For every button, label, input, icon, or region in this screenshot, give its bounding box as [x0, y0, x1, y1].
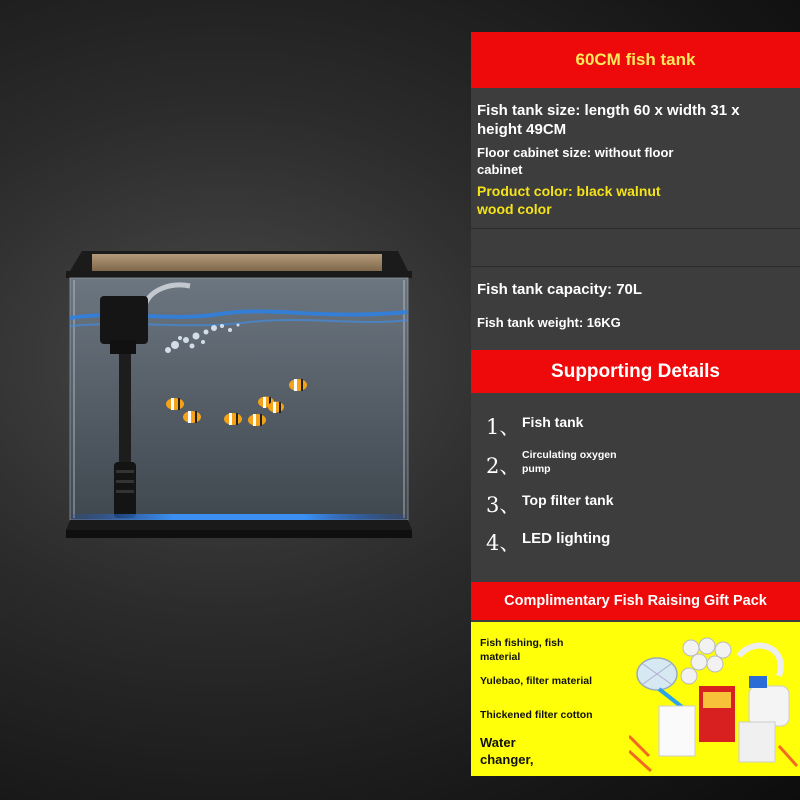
gift-item: Fish fishing, fish material [480, 637, 564, 664]
capacity-text: Fish tank capacity: 70L [477, 281, 643, 298]
product-title-bar [471, 32, 800, 88]
gift-item: Thickened filter cotton [480, 709, 593, 721]
gift-pack-heading: Complimentary Fish Raising Gift Pack [504, 593, 767, 609]
filter-material-icon [681, 638, 731, 684]
weight-text: Fish tank weight: 16KG [477, 315, 621, 330]
top-filter-lid [66, 251, 412, 278]
supporting-details-heading: Supporting Details [551, 360, 720, 382]
supporting-details-bar [471, 350, 800, 393]
tank-base [66, 530, 412, 538]
filter-cotton-icon [659, 706, 695, 756]
gift-item: Yulebao, filter material [480, 675, 593, 687]
gift-pack-box [471, 622, 800, 776]
gift-pack-bar [471, 582, 800, 620]
gift-items-illustration [629, 626, 799, 776]
product-title: 60CM fish tank [575, 50, 696, 69]
product-color-text: Product color: black walnut wood color [477, 183, 661, 217]
tank-size-text: Fish tank size: length 60 x width 31 x height 49CM [477, 102, 740, 138]
air-pump-icon [739, 646, 789, 726]
cabinet-size-text: Floor cabinet size: without floor cabinet [477, 145, 674, 177]
gift-item: Water changer, [480, 735, 534, 767]
